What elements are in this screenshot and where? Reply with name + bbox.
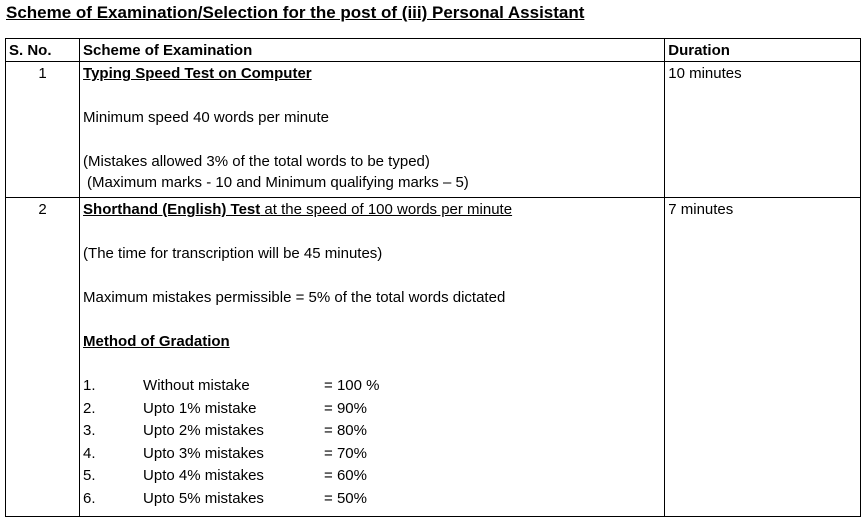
row-sno: 1 xyxy=(6,62,80,198)
gradation-num: 5. xyxy=(83,467,96,484)
row-scheme-cell xyxy=(80,198,665,517)
scheme-line: (The time for transcription will be 45 minutes) xyxy=(83,245,383,262)
gradation-value: = 80% xyxy=(324,422,367,439)
scheme-line: (Mistakes allowed 3% of the total words to be typed) xyxy=(83,153,430,170)
gradation-value: = 90% xyxy=(324,399,367,417)
gradation-value: = 60% xyxy=(324,467,367,484)
page-title: Scheme of Examination/Selection for the post of (iii) Personal Assistant xyxy=(6,3,585,22)
gradation-heading: Method of Gradation xyxy=(83,333,230,350)
gradation-label: Upto 2% mistakes xyxy=(143,422,264,439)
row-duration: 10 minutes xyxy=(665,62,861,198)
gradation-num: 3. xyxy=(83,422,96,439)
gradation-value: = 70% xyxy=(324,444,367,462)
table-header-row xyxy=(6,39,861,62)
gradation-value: = 50% xyxy=(324,489,367,507)
gradation-list xyxy=(83,375,661,510)
row-duration: 7 minutes xyxy=(665,198,861,517)
gradation-label: Upto 3% mistakes xyxy=(143,444,264,462)
header-sno: S. No. xyxy=(6,39,80,62)
header-scheme: Scheme of Examination xyxy=(80,39,665,62)
gradation-num: 1. xyxy=(83,377,96,394)
scheme-line: (Maximum marks - 10 and Minimum qualifying marks – 5) xyxy=(87,174,469,191)
header-duration: Duration xyxy=(665,39,861,62)
gradation-num: 2. xyxy=(83,399,96,417)
gradation-label: Upto 5% mistakes xyxy=(143,489,264,507)
gradation-value: = 100 % xyxy=(324,377,380,394)
scheme-line: Maximum mistakes permissible = 5% of the total words dictated xyxy=(83,289,506,306)
gradation-num: 6. xyxy=(83,489,96,507)
test-heading: Typing Speed Test on Computer xyxy=(83,65,312,82)
table-row xyxy=(6,62,861,198)
test-heading-rest: at the speed of 100 words per minute xyxy=(260,201,513,218)
scheme-table xyxy=(5,38,861,517)
gradation-label: Upto 1% mistake xyxy=(143,399,257,417)
gradation-label: Upto 4% mistakes xyxy=(143,467,264,484)
test-heading-bold: Shorthand (English) Test xyxy=(83,201,261,218)
gradation-label: Without mistake xyxy=(143,377,250,394)
test-heading xyxy=(83,199,661,220)
row-sno: 2 xyxy=(6,198,80,517)
table-row xyxy=(6,198,861,517)
gradation-num: 4. xyxy=(83,444,96,462)
scheme-line: Minimum speed 40 words per minute xyxy=(83,109,329,126)
row-scheme-cell xyxy=(80,62,665,198)
